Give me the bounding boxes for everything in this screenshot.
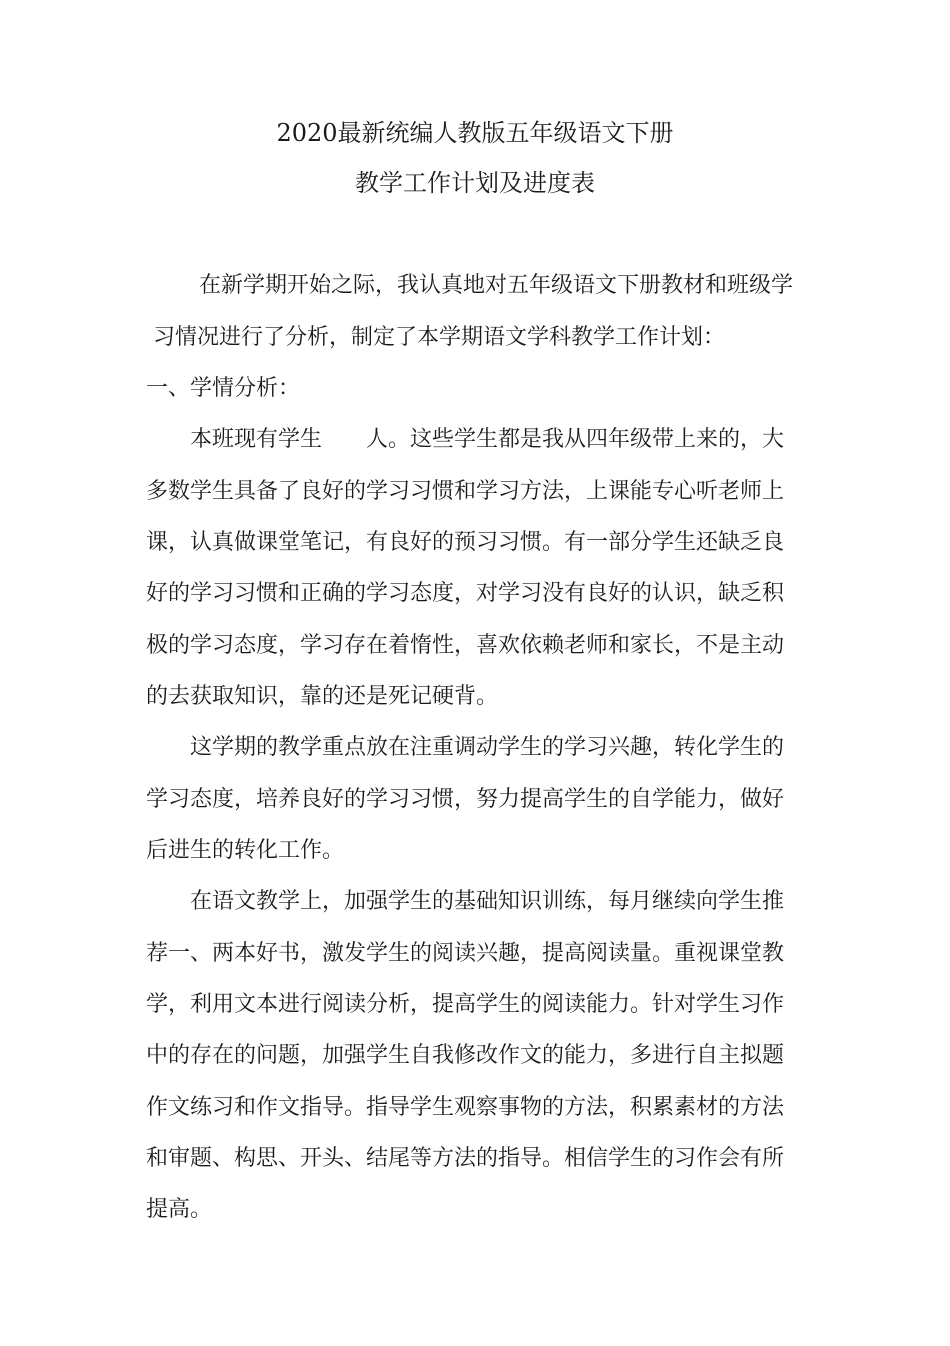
paragraph-line: 在语文教学上，加强学生的基础知识训练，每月继续向学生推 [190, 889, 785, 914]
paragraph-line: 中的存在的问题，加强学生自我修改作文的能力，多进行自主拟题 [146, 1043, 785, 1068]
document-title-line2: 教学工作计划及进度表 [355, 169, 595, 197]
paragraph-line: 多数学生具备了良好的学习习惯和学习方法，上课能专心听老师上 [146, 479, 785, 504]
paragraph-line: 作文练习和作文指导。指导学生观察事物的方法，积累素材的方法 [146, 1095, 785, 1120]
paragraph-line: 学，利用文本进行阅读分析，提高学生的阅读能力。针对学生习作 [146, 992, 785, 1017]
paragraph-line: 提高。 [146, 1197, 213, 1222]
paragraph-line: 本班现有学生 人。这些学生都是我从四年级带上来的，大 [190, 427, 785, 452]
paragraph-line: 后进生的转化工作。 [146, 838, 345, 863]
paragraph-line: 好的学习习惯和正确的学习态度，对学习没有良好的认识，缺乏积 [146, 581, 785, 606]
paragraph-line: 学习态度，培养良好的学习习惯，努力提高学生的自学能力，做好 [146, 787, 785, 812]
paragraph-line: 的去获取知识，靠的还是死记硬背。 [146, 684, 499, 709]
paragraph-line: 极的学习态度，学习存在着惰性，喜欢依赖老师和家长，不是主动 [146, 633, 785, 658]
paragraph-line: 这学期的教学重点放在注重调动学生的学习兴趣，转化学生的 [190, 735, 785, 760]
section-heading: 一、学情分析： [146, 376, 301, 401]
paragraph-line: 课，认真做课堂笔记，有良好的预习习惯。有一部分学生还缺乏良 [146, 530, 785, 555]
paragraph-line: 和审题、构思、开头、结尾等方法的指导。相信学生的习作会有所 [146, 1146, 785, 1171]
document-title-line1: 2020最新统编人教版五年级语文下册 [276, 119, 674, 147]
intro-line: 在新学期开始之际，我认真地对五年级语文下册教材和班级学 [199, 273, 794, 298]
paragraph-line: 荐一、两本好书，激发学生的阅读兴趣，提高阅读量。重视课堂教 [146, 941, 785, 966]
intro-line: 习情况进行了分析，制定了本学期语文学科教学工作计划： [153, 325, 726, 350]
